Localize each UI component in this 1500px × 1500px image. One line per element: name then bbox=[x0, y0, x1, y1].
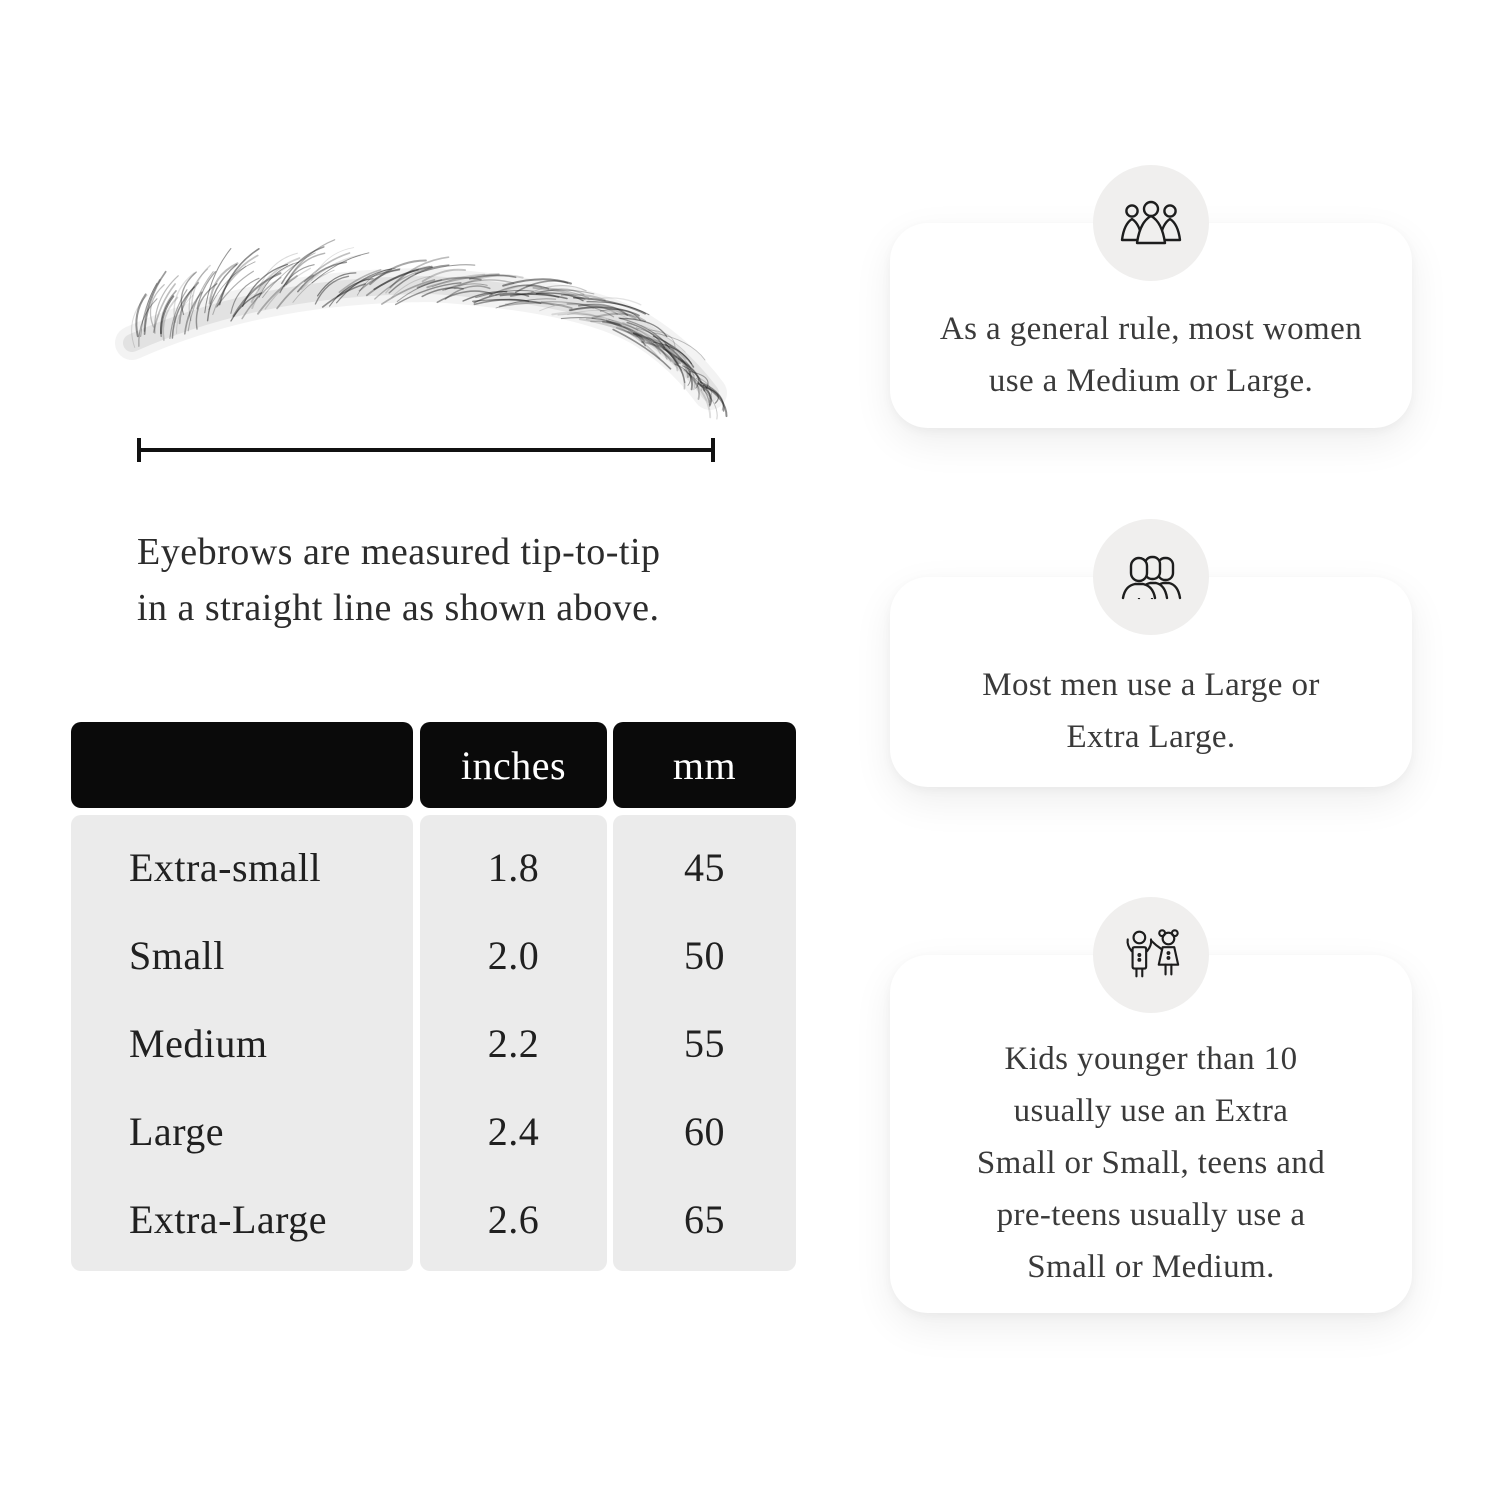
measurement-caption bbox=[137, 524, 661, 636]
size-table-label-body bbox=[71, 815, 413, 1271]
inches-value: 1.8 bbox=[487, 844, 540, 890]
mm-value: 45 bbox=[684, 844, 725, 890]
size-label: Extra-small bbox=[129, 844, 322, 890]
size-label: Small bbox=[129, 932, 225, 978]
size-label: Extra-Large bbox=[129, 1196, 327, 1242]
size-table-inches-body bbox=[420, 815, 607, 1271]
mm-value: 50 bbox=[684, 932, 725, 978]
card-text-line: Small or Small, teens and bbox=[976, 1145, 1326, 1181]
men-group-icon bbox=[1093, 519, 1209, 635]
measurement-line bbox=[137, 438, 715, 462]
card-text-women bbox=[940, 303, 1362, 407]
size-label: Medium bbox=[129, 1020, 268, 1066]
card-text-line: usually use an Extra bbox=[1013, 1093, 1289, 1129]
size-table-mm-column bbox=[613, 722, 796, 1271]
card-text-line: As a general rule, most women bbox=[939, 310, 1363, 347]
inches-value: 2.0 bbox=[487, 932, 540, 978]
size-table-header-mm: mm bbox=[613, 722, 796, 808]
card-text-line: pre-teens usually use a bbox=[996, 1197, 1306, 1233]
size-table-header-blank bbox=[71, 722, 413, 808]
mm-value: 65 bbox=[684, 1196, 725, 1242]
size-table-inches-column bbox=[420, 722, 607, 1271]
inches-value: 2.2 bbox=[487, 1020, 540, 1066]
caption-line: in a straight line as shown above. bbox=[137, 587, 660, 629]
eyebrow-illustration bbox=[112, 213, 732, 428]
card-text-line: Extra Large. bbox=[1066, 719, 1236, 755]
mm-value: 55 bbox=[684, 1020, 725, 1066]
mm-value: 60 bbox=[684, 1108, 725, 1154]
card-text-line: Kids younger than 10 bbox=[1004, 1041, 1298, 1077]
size-table-label-column bbox=[71, 722, 413, 1271]
kids-icon bbox=[1093, 897, 1209, 1013]
card-text-line: use a Medium or Large. bbox=[988, 362, 1314, 399]
info-card-men bbox=[890, 577, 1412, 787]
card-text-men bbox=[982, 659, 1320, 763]
card-text-kids bbox=[977, 1033, 1325, 1293]
size-table-mm-body bbox=[613, 815, 796, 1271]
inches-value: 2.6 bbox=[487, 1196, 540, 1242]
card-text-line: Most men use a Large or bbox=[982, 667, 1320, 703]
info-card-women bbox=[890, 223, 1412, 428]
caption-line: Eyebrows are measured tip-to-tip bbox=[137, 531, 661, 573]
size-table-header-inches: inches bbox=[420, 722, 607, 808]
info-card-kids bbox=[890, 955, 1412, 1313]
size-label: Large bbox=[129, 1108, 225, 1154]
card-text-line: Small or Medium. bbox=[1027, 1249, 1275, 1285]
inches-value: 2.4 bbox=[487, 1108, 540, 1154]
women-group-icon bbox=[1093, 165, 1209, 281]
